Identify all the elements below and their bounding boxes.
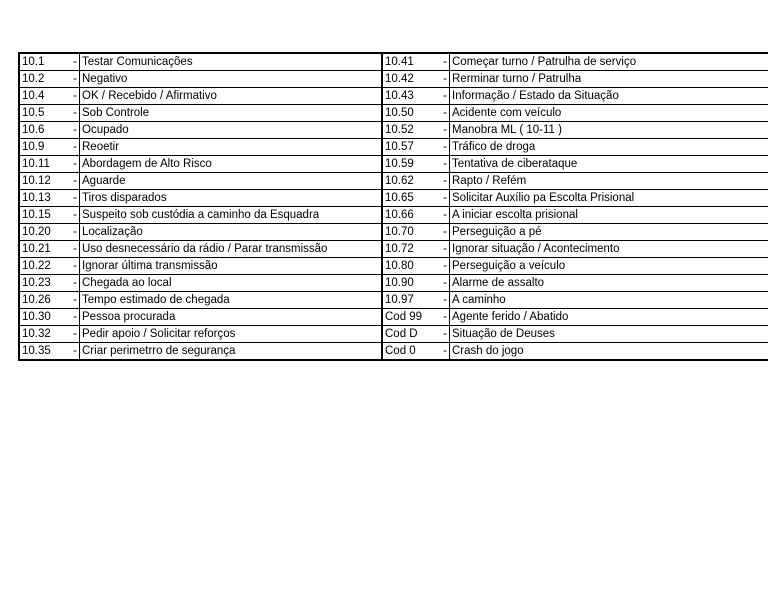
description-cell-right[interactable]: Manobra ML ( 10-11 ) [450, 122, 768, 139]
code-cell-right[interactable]: Cod 99 [382, 309, 438, 326]
separator-cell[interactable]: - [438, 343, 450, 361]
code-cell-right[interactable]: 10.97 [382, 292, 438, 309]
description-cell-right[interactable]: Rapto / Refém [450, 173, 768, 190]
description-cell-right[interactable]: A caminho [450, 292, 768, 309]
description-cell-left[interactable]: Abordagem de Alto Risco [80, 156, 383, 173]
description-cell-left[interactable]: Tempo estimado de chegada [80, 292, 383, 309]
code-cell-left[interactable]: 10.2 [19, 71, 68, 88]
radio-codes-table-body [19, 53, 768, 360]
table-row [19, 53, 768, 71]
table-row [19, 190, 768, 207]
table-row [19, 292, 768, 309]
separator-cell[interactable]: - [438, 53, 450, 71]
code-cell-left[interactable]: 10.11 [19, 156, 68, 173]
table-row [19, 241, 768, 258]
code-cell-right[interactable]: 10.70 [382, 224, 438, 241]
separator-cell[interactable]: - [68, 309, 80, 326]
description-cell-left[interactable]: OK / Recebido / Afirmativo [80, 88, 383, 105]
description-cell-left[interactable]: Tiros disparados [80, 190, 383, 207]
code-cell-right[interactable]: 10.65 [382, 190, 438, 207]
code-cell-left[interactable]: 10.26 [19, 292, 68, 309]
description-cell-right[interactable]: Tráfico de droga [450, 139, 768, 156]
separator-cell[interactable]: - [438, 105, 450, 122]
code-cell-right[interactable]: Cod D [382, 326, 438, 343]
separator-cell[interactable]: - [68, 326, 80, 343]
description-cell-right[interactable]: Crash do jogo [450, 343, 768, 361]
table-row [19, 258, 768, 275]
code-cell-left[interactable]: 10.30 [19, 309, 68, 326]
description-cell-right[interactable]: Perseguição a pé [450, 224, 768, 241]
table-row [19, 326, 768, 343]
description-cell-right[interactable]: Tentativa de ciberataque [450, 156, 768, 173]
separator-cell[interactable]: - [438, 156, 450, 173]
table-row [19, 224, 768, 241]
code-cell-left[interactable]: 10.1 [19, 53, 68, 71]
description-cell-right[interactable]: Começar turno / Patrulha de serviço [450, 53, 768, 71]
description-cell-right[interactable]: Alarme de assalto [450, 275, 768, 292]
description-cell-right[interactable]: Situação de Deuses [450, 326, 768, 343]
code-cell-left[interactable]: 10.6 [19, 122, 68, 139]
description-cell-right[interactable]: Solicitar Auxílio pa Escolta Prisional [450, 190, 768, 207]
separator-cell[interactable]: - [438, 139, 450, 156]
code-cell-right[interactable]: 10.66 [382, 207, 438, 224]
separator-cell[interactable]: - [438, 275, 450, 292]
description-cell-left[interactable]: Localização [80, 224, 383, 241]
description-cell-left[interactable]: Negativo [80, 71, 383, 88]
code-cell-right[interactable]: 10.62 [382, 173, 438, 190]
code-cell-left[interactable]: 10.5 [19, 105, 68, 122]
description-cell-left[interactable]: Suspeito sob custódia a caminho da Esquadra [80, 207, 383, 224]
code-cell-right[interactable]: Cod 0 [382, 343, 438, 361]
description-cell-left[interactable]: Chegada ao local [80, 275, 383, 292]
code-cell-right[interactable]: 10.41 [382, 53, 438, 71]
description-cell-right[interactable]: Rerminar turno / Patrulha [450, 71, 768, 88]
description-cell-left[interactable]: Testar Comunicações [80, 53, 383, 71]
code-cell-right[interactable]: 10.59 [382, 156, 438, 173]
separator-cell[interactable]: - [438, 207, 450, 224]
table-row [19, 88, 768, 105]
separator-cell[interactable]: - [438, 190, 450, 207]
separator-cell[interactable]: - [68, 105, 80, 122]
separator-cell[interactable]: - [438, 309, 450, 326]
table-row [19, 139, 768, 156]
separator-cell[interactable]: - [438, 326, 450, 343]
table-row [19, 275, 768, 292]
description-cell-left[interactable]: Pessoa procurada [80, 309, 383, 326]
code-cell-right[interactable]: 10.72 [382, 241, 438, 258]
table-row [19, 207, 768, 224]
description-cell-right[interactable]: Ignorar situação / Acontecimento [450, 241, 768, 258]
code-cell-left[interactable]: 10.15 [19, 207, 68, 224]
separator-cell[interactable]: - [68, 190, 80, 207]
code-cell-left[interactable]: 10.21 [19, 241, 68, 258]
description-cell-right[interactable]: Perseguição a veículo [450, 258, 768, 275]
code-cell-right[interactable]: 10.50 [382, 105, 438, 122]
separator-cell[interactable]: - [438, 241, 450, 258]
code-cell-left[interactable]: 10.35 [19, 343, 68, 361]
separator-cell[interactable]: - [68, 224, 80, 241]
separator-cell[interactable]: - [438, 258, 450, 275]
table-row [19, 309, 768, 326]
separator-cell[interactable]: - [68, 241, 80, 258]
radio-codes-table [18, 52, 768, 361]
table-row [19, 173, 768, 190]
separator-cell[interactable]: - [438, 122, 450, 139]
description-cell-left[interactable]: Sob Controle [80, 105, 383, 122]
separator-cell[interactable]: - [438, 88, 450, 105]
separator-cell[interactable]: - [68, 292, 80, 309]
description-cell-left[interactable]: Criar perimetrro de segurança [80, 343, 383, 361]
code-cell-left[interactable]: 10.20 [19, 224, 68, 241]
code-cell-right[interactable]: 10.42 [382, 71, 438, 88]
code-cell-left[interactable]: 10.13 [19, 190, 68, 207]
code-cell-left[interactable]: 10.4 [19, 88, 68, 105]
code-cell-left[interactable]: 10.22 [19, 258, 68, 275]
separator-cell[interactable]: - [68, 71, 80, 88]
description-cell-right[interactable]: A iniciar escolta prisional [450, 207, 768, 224]
separator-cell[interactable]: - [68, 53, 80, 71]
code-cell-left[interactable]: 10.32 [19, 326, 68, 343]
description-cell-left[interactable]: Aguarde [80, 173, 383, 190]
code-cell-right[interactable]: 10.43 [382, 88, 438, 105]
table-row [19, 156, 768, 173]
separator-cell[interactable]: - [438, 173, 450, 190]
separator-cell[interactable]: - [438, 224, 450, 241]
table-row [19, 105, 768, 122]
description-cell-right[interactable]: Agente ferido / Abatido [450, 309, 768, 326]
description-cell-left[interactable]: Reoetir [80, 139, 383, 156]
separator-cell[interactable]: - [68, 139, 80, 156]
code-cell-left[interactable]: 10.12 [19, 173, 68, 190]
separator-cell[interactable]: - [68, 173, 80, 190]
separator-cell[interactable]: - [68, 122, 80, 139]
description-cell-right[interactable]: Informação / Estado da Situação [450, 88, 768, 105]
code-cell-right[interactable]: 10.57 [382, 139, 438, 156]
separator-cell[interactable]: - [438, 71, 450, 88]
code-cell-left[interactable]: 10.9 [19, 139, 68, 156]
code-cell-left[interactable]: 10.23 [19, 275, 68, 292]
description-cell-left[interactable]: Ocupado [80, 122, 383, 139]
description-cell-left[interactable]: Ignorar última transmissão [80, 258, 383, 275]
code-cell-right[interactable]: 10.80 [382, 258, 438, 275]
description-cell-left[interactable]: Uso desnecessário da rádio / Parar transmissão [80, 241, 383, 258]
table-row [19, 343, 768, 361]
separator-cell[interactable]: - [438, 292, 450, 309]
separator-cell[interactable]: - [68, 207, 80, 224]
table-row [19, 122, 768, 139]
spreadsheet-sheet [18, 52, 768, 361]
separator-cell[interactable]: - [68, 275, 80, 292]
separator-cell[interactable]: - [68, 156, 80, 173]
table-row [19, 71, 768, 88]
separator-cell[interactable]: - [68, 258, 80, 275]
description-cell-right[interactable]: Acidente com veículo [450, 105, 768, 122]
code-cell-right[interactable]: 10.90 [382, 275, 438, 292]
separator-cell[interactable]: - [68, 88, 80, 105]
description-cell-left[interactable]: Pedir apoio / Solicitar reforços [80, 326, 383, 343]
code-cell-right[interactable]: 10.52 [382, 122, 438, 139]
separator-cell[interactable]: - [68, 343, 80, 361]
